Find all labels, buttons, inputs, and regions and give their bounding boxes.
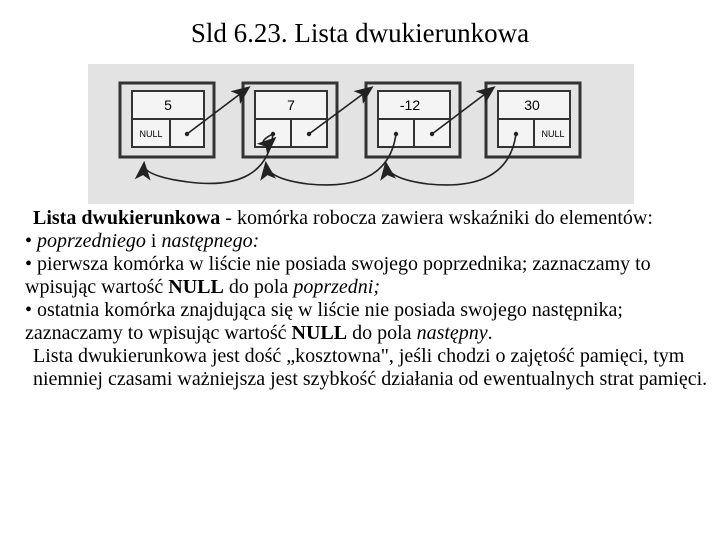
bullet-1-prev: poprzedniego — [37, 230, 146, 252]
bullet-3-null: NULL — [291, 322, 348, 344]
bullet-3-end: . — [487, 322, 493, 344]
list-node-3 — [366, 83, 460, 157]
bullet-3: • ostatnia komórka znajdująca się w liście nie posiada swojego następnika; zaznaczamy to wpisując wartość NULL do pola następny. — [25, 299, 623, 344]
bullet-2: • pierwsza komórka w liście nie posiada swojego poprzednika; zaznaczamy to wpisując wartość NULL do pola poprzedni; — [25, 253, 651, 298]
bullet-2-text2: do pola — [223, 276, 294, 298]
node-2-value: 7 — [287, 97, 295, 113]
bullet-1-and: i — [145, 230, 162, 252]
definition-text: - komórka robocza zawiera wskaźniki do elementów: — [220, 207, 653, 229]
list-node-1 — [120, 83, 214, 157]
summary-paragraph: Lista dwukierunkowa jest dość „kosztowna", jeśli chodzi o zajętość pamięci, tym niemniej czasami ważniejsza jest szybkość działania od ewentualnych strat pamięci. — [33, 345, 708, 390]
bullet-1-next: następnego: — [161, 230, 260, 252]
bullet-2-field: poprzedni; — [293, 276, 380, 298]
linked-list-diagram — [88, 64, 634, 204]
diagram-svg — [88, 64, 634, 204]
list-node-2 — [243, 83, 337, 157]
bullet-3-text: ostatnia komórka znajdująca się w liście nie posiada swojego następnika; zaznaczamy to wpisując wartość — [25, 299, 623, 344]
bullet-2-null: NULL — [168, 276, 224, 298]
node-3-value: -12 — [399, 97, 421, 113]
term-bold: Lista dwukierunkowa — [33, 207, 221, 229]
bullet-2-text: pierwsza komórka w liście nie posiada swojego poprzednika; zaznaczamy to wpisując wartość — [25, 253, 651, 298]
list-node-4 — [486, 83, 580, 157]
bullet-3-field: następny — [416, 322, 488, 344]
slide-body — [25, 207, 715, 391]
node-4-next: NULL — [541, 129, 565, 139]
slide-title: Sld 6.23. Lista dwukierunkowa — [190, 18, 530, 48]
bullet-1: • poprzedniego i następnego: — [25, 230, 260, 252]
node-1-prev: NULL — [139, 129, 163, 139]
node-1-value: 5 — [164, 97, 172, 113]
node-4-value: 30 — [524, 97, 540, 113]
bullet-3-text2: do pola — [347, 322, 417, 344]
definition-paragraph — [25, 207, 715, 230]
